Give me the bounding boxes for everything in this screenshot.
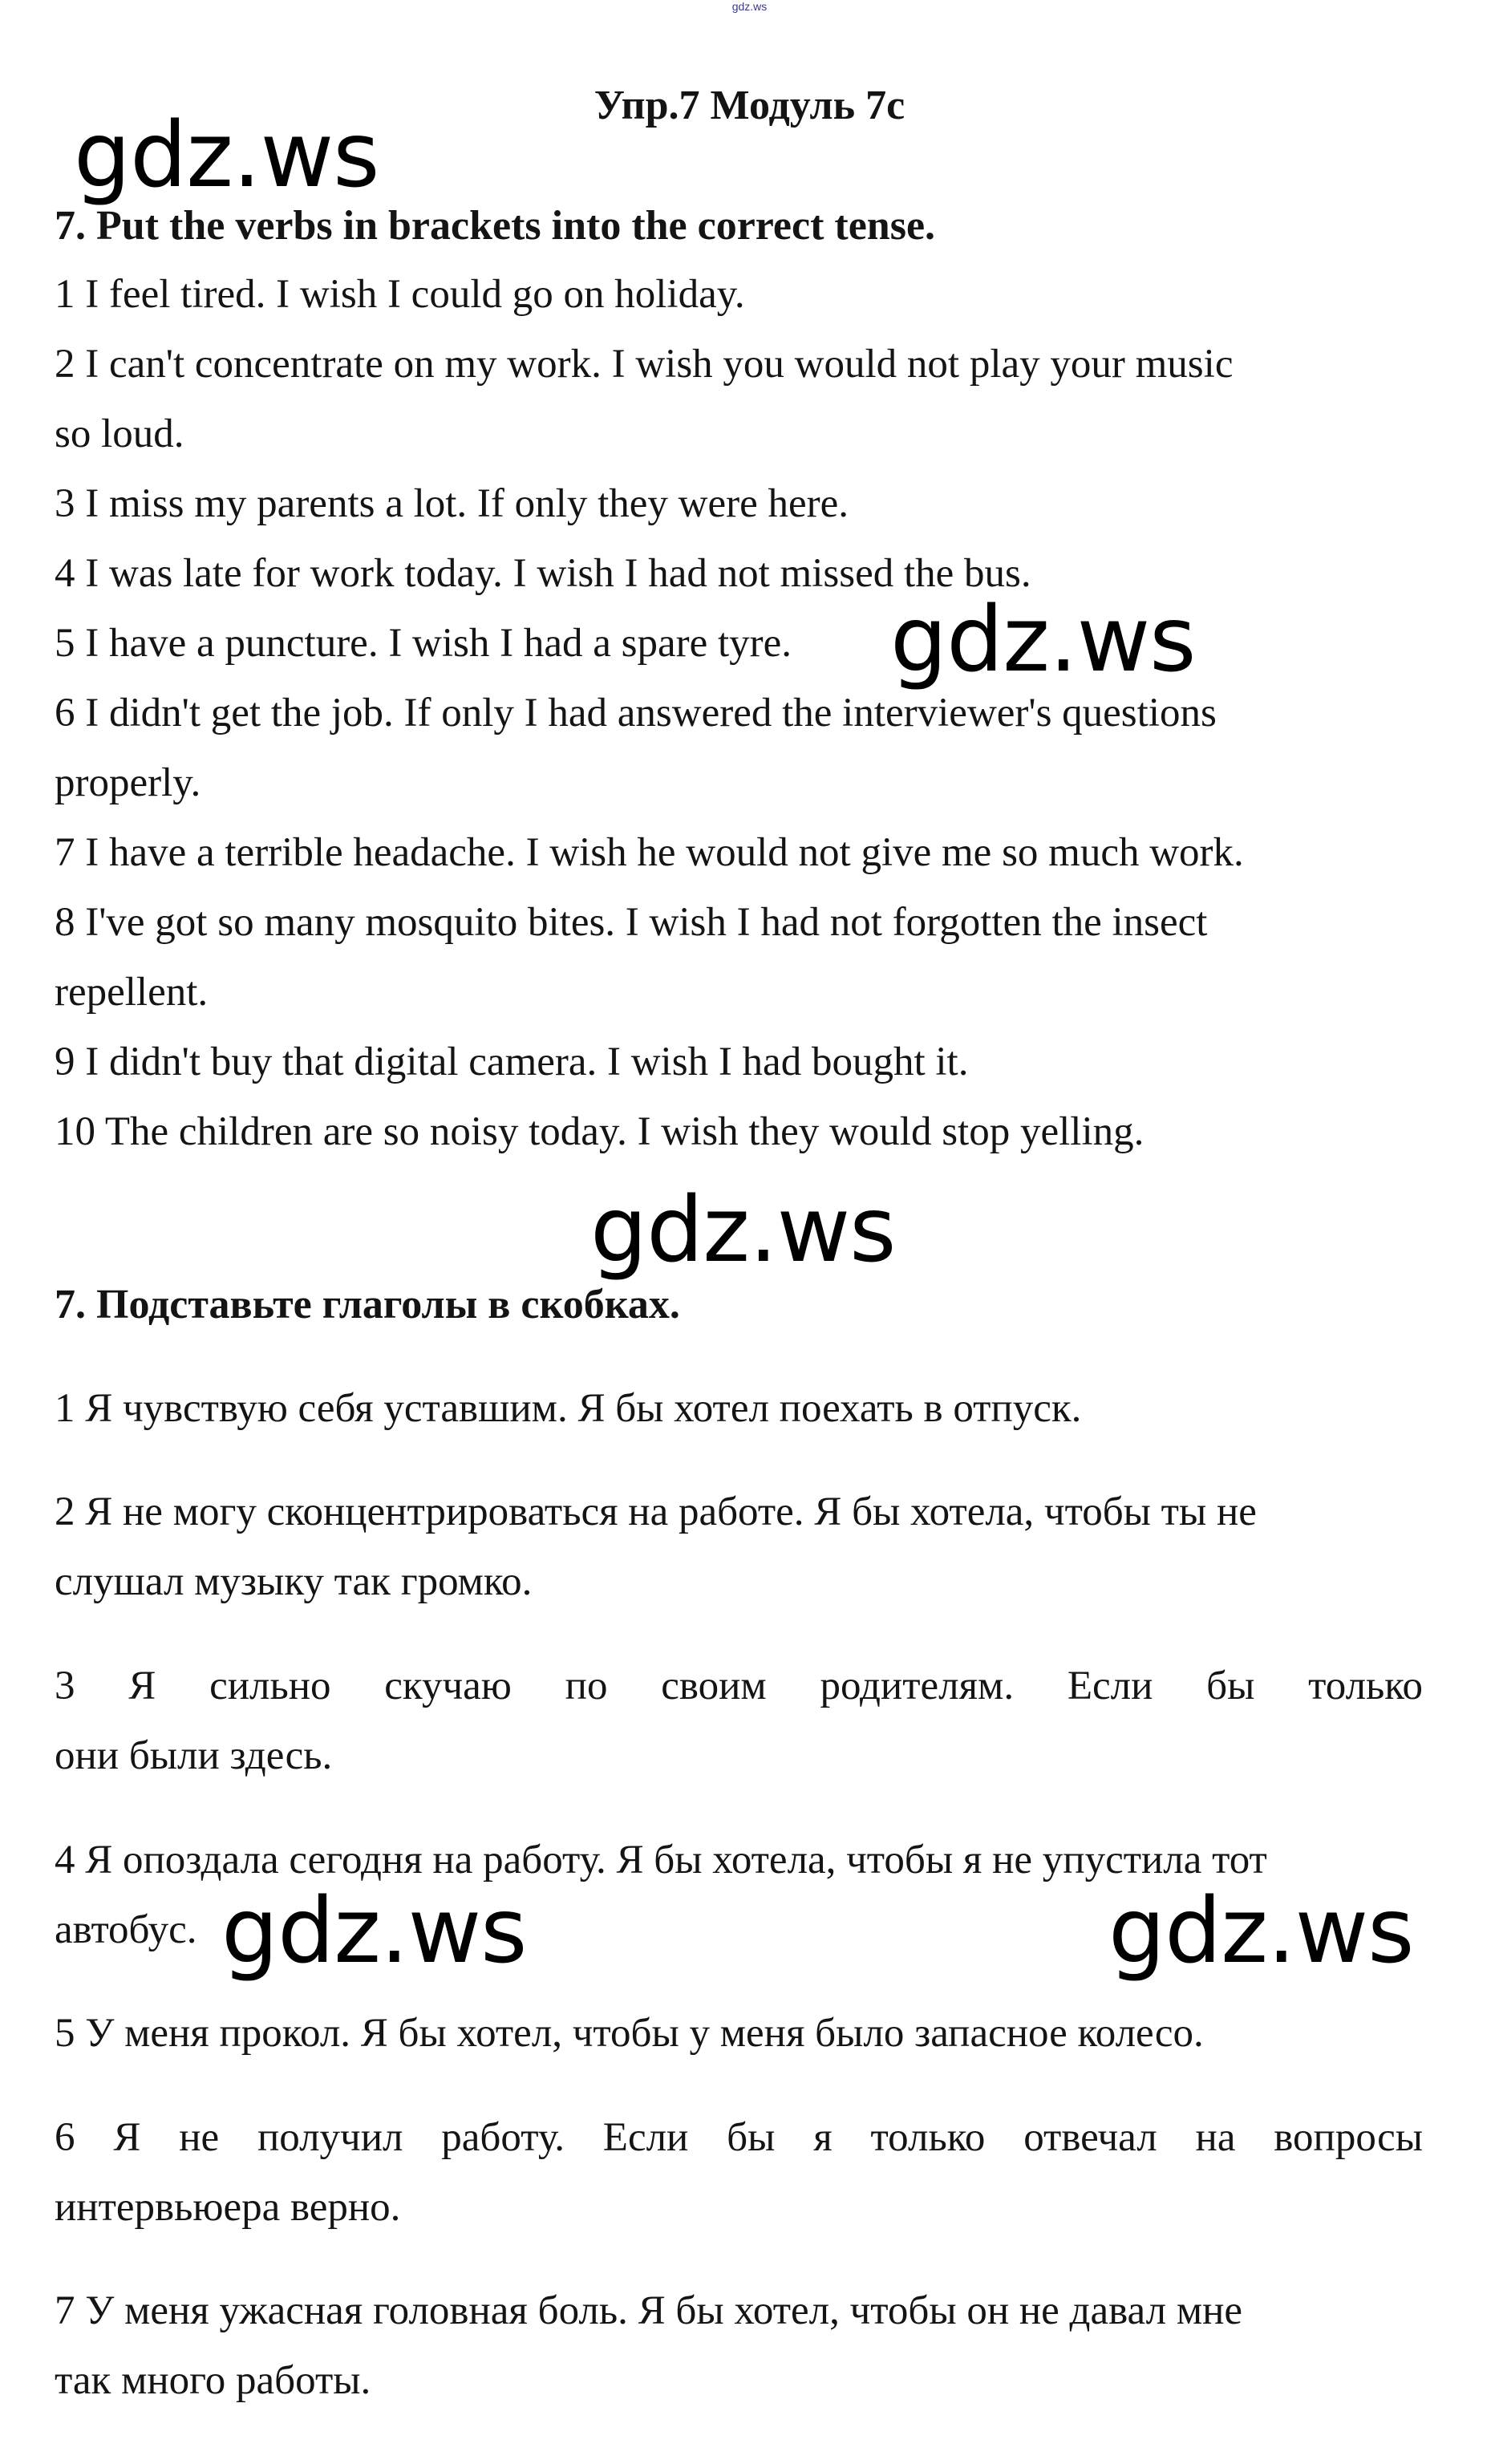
russian-line-4: 4 Я опоздала сегодня на работу. Я бы хотела, чтобы я не упустила тот	[55, 1838, 1267, 1882]
russian-line-7-cont: так много работы.	[55, 2358, 371, 2403]
english-line-2-cont: so loud.	[55, 411, 184, 456]
russian-line-6: 6 Я не получил работу. Если бы я только отвечал на вопросы	[55, 2115, 1423, 2160]
watermark-logo: gdz.ws	[890, 588, 1196, 692]
watermark-logo: gdz.ws	[221, 1879, 527, 1984]
russian-line-3-cont: они были здесь.	[55, 1733, 333, 1778]
watermark-logo: gdz.ws	[74, 103, 379, 208]
english-line-7: 7 I have a terrible headache. I wish he would not give me so much work.	[55, 830, 1244, 875]
english-line-8-cont: repellent.	[55, 970, 209, 1015]
watermark-logo: gdz.ws	[590, 1178, 896, 1283]
english-line-10: 10 The children are so noisy today. I wish they would stop yelling.	[55, 1109, 1145, 1154]
russian-line-2: 2 Я не могу сконцентрироваться на работе. Я бы хотела, чтобы ты не	[55, 1489, 1257, 1534]
english-line-5: 5 I have a puncture. I wish I had a spare tyre.	[55, 621, 792, 666]
russian-line-4-cont: автобус.	[55, 1907, 197, 1952]
page-title: Упр.7 Модуль 7c	[594, 83, 905, 128]
russian-line-1: 1 Я чувствую себя уставшим. Я бы хотел поехать в отпуск.	[55, 1386, 1082, 1431]
top-site-mark: gdz.ws	[731, 0, 768, 13]
english-line-2: 2 I can't concentrate on my work. I wish you would not play your music	[55, 342, 1234, 387]
english-line-6-cont: properly.	[55, 760, 201, 805]
russian-line-7: 7 У меня ужасная головная боль. Я бы хотел, чтобы он не давал мне	[55, 2288, 1243, 2333]
russian-heading: 7. Подставьте глаголы в скобках.	[55, 1282, 680, 1327]
english-heading: 7. Put the verbs in brackets into the correct tense.	[55, 203, 936, 249]
english-line-9: 9 I didn't buy that digital camera. I wish I had bought it.	[55, 1040, 969, 1084]
english-line-3: 3 I miss my parents a lot. If only they were here.	[55, 481, 849, 526]
english-line-4: 4 I was late for work today. I wish I had not missed the bus.	[55, 551, 1031, 596]
english-line-6: 6 I didn't get the job. If only I had answered the interviewer's questions	[55, 691, 1217, 736]
russian-line-2-cont: слушал музыку так громко.	[55, 1559, 533, 1604]
russian-line-5: 5 У меня прокол. Я бы хотел, чтобы у меня было запасное колесо.	[55, 2011, 1204, 2056]
watermark-logo: gdz.ws	[1108, 1879, 1414, 1984]
english-line-8: 8 I've got so many mosquito bites. I wish I had not forgotten the insect	[55, 900, 1208, 945]
russian-line-6-cont: интервьюера верно.	[55, 2185, 401, 2230]
english-line-1: 1 I feel tired. I wish I could go on holiday.	[55, 272, 745, 317]
russian-line-3: 3 Я сильно скучаю по своим родителям. Если бы только	[55, 1664, 1423, 1708]
